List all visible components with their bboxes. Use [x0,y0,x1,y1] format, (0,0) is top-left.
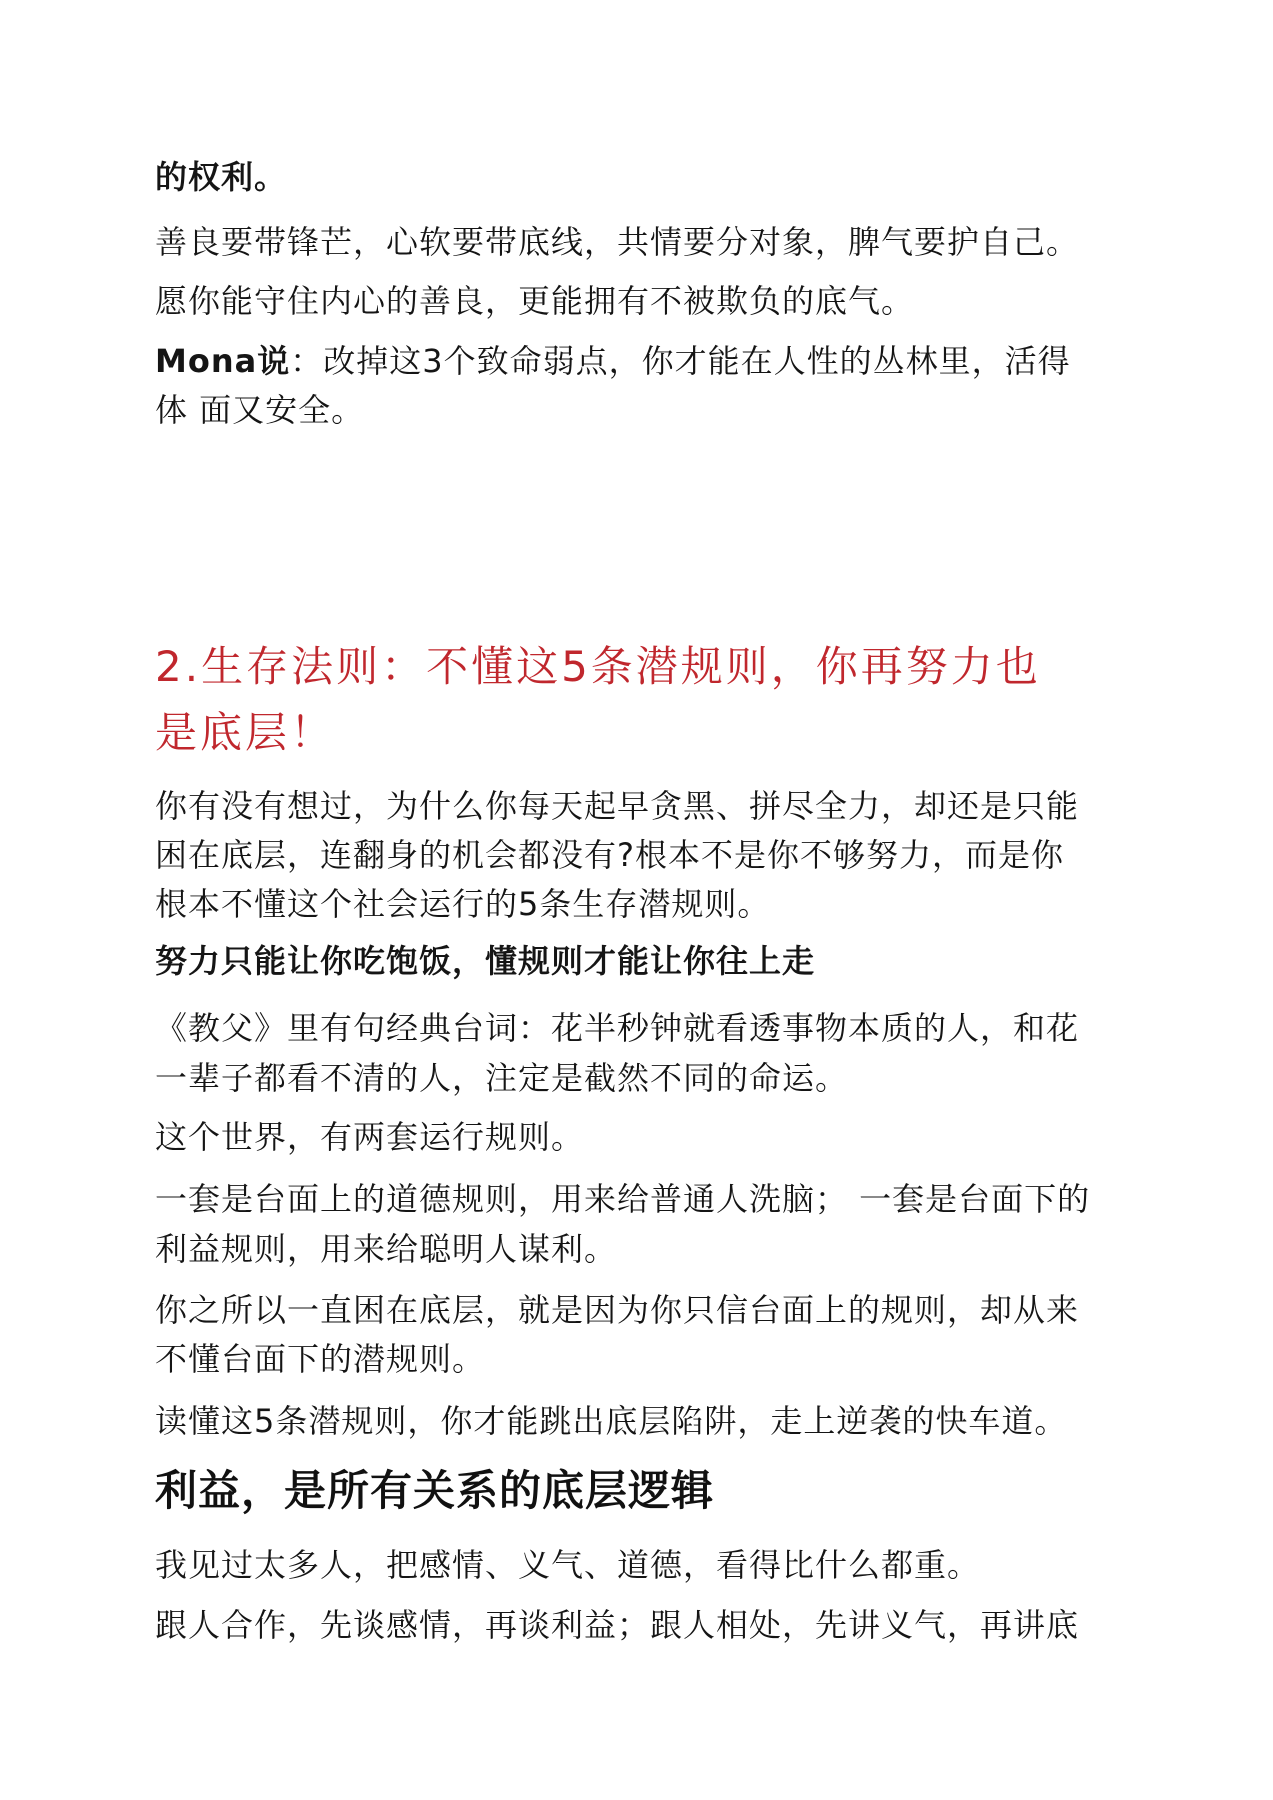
mona-quote-line: Mona说：改掉这3个致命弱点，你才能在人性的丛林里，活得 [155,342,1071,380]
paragraph-line: 体 面又安全。 [155,391,365,429]
paragraph-line: 这个世界，有两套运行规则。 [155,1118,585,1156]
paragraph-line: 我见过太多人，把感情、义气、道德，看得比什么都重。 [155,1546,981,1584]
paragraph-line: 《教父》里有句经典台词：花半秒钟就看透事物本质的人，和花 [155,1009,1080,1047]
paragraph-line: 一套是台面上的道德规则，用来给普通人洗脑； 一套是台面下的 [155,1180,1091,1218]
paragraph-line: 你有没有想过，为什么你每天起早贪黑、拼尽全力，却还是只能 [155,787,1080,825]
paragraph-line: 愿你能守住内心的善良，更能拥有不被欺负的底气。 [155,282,915,320]
paragraph-line: 跟人合作，先谈感情，再谈利益；跟人相处，先讲义气，再讲底 [155,1606,1080,1644]
section-subheading: 利益，是所有关系的底层逻辑 [155,1466,715,1515]
paragraph-line: 读懂这5条潜规则，你才能跳出底层陷阱，走上逆袭的快车道。 [155,1402,1068,1440]
paragraph-line: 根本不懂这个社会运行的5条生存潜规则。 [155,885,771,923]
section-heading: 是底层！ [155,708,336,757]
paragraph-line: 利益规则，用来给聪明人谋利。 [155,1230,618,1268]
mona-label: Mona [155,342,258,380]
paragraph-line: 不懂台面下的潜规则。 [155,1340,486,1378]
paragraph-line: 的权利。 [155,158,288,196]
paragraph-line: 善良要带锋芒，心软要带底线，共情要分对象，脾气要护自己。 [155,223,1080,261]
paragraph-line: 你之所以一直困在底层，就是因为你只信台面上的规则，却从来 [155,1291,1080,1329]
mona-quote-rest: ：改掉这3个致命弱点，你才能在人性的丛林里，活得 [290,342,1071,380]
paragraph-line: 困在底层，连翻身的机会都没有?根本不是你不够努力，而是你 [155,836,1064,874]
paragraph-line: 一辈子都看不清的人，注定是截然不同的命运。 [155,1059,849,1097]
subheading: 努力只能让你吃饱饭，懂规则才能让你往上走 [155,942,816,980]
section-heading: 2.生存法则：不懂这5条潜规则，你再努力也 [155,642,1041,691]
